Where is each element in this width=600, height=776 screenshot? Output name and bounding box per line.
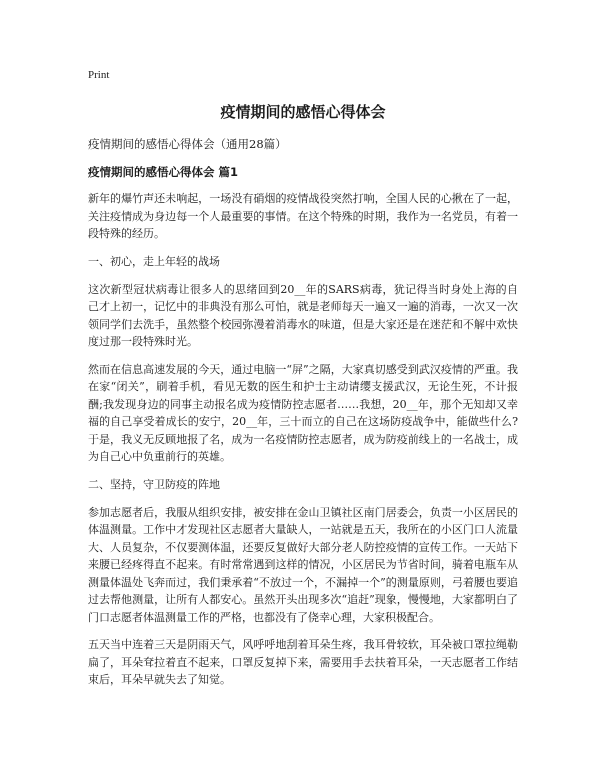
document-page [88, 68, 518, 699]
paragraph-rainy-days: 五天当中连着三天是阴雨天气，风呼呼地刮着耳朵生疼，我耳骨较软，耳朵被口罩拉绳勒扁了，耳朵耷拉着直不起来，口罩反复掉下来，需要用手去扶着耳朵，一天志愿者工作结束后，耳朵早就失去了知觉。 [88, 638, 518, 686]
paragraph-intro: 新年的爆竹声还未响起，一场没有硝烟的疫情战役突然打响，全国人民的心揪在了一起，关注疫情成为身边每一个人最重要的事情。在这个特殊的时期，我作为一名党员，有着一段特殊的经历。 [88, 192, 518, 240]
paragraph-temperature-duty: 参加志愿者后，我服从组织安排，被安排在金山卫镇社区南门居委会，负责一小区居民的体温测量。工作中才发现社区志愿者大量缺人，一站就是五天，我所在的小区门口人流量大、人员复杂，不仅要测体温，还要反复做好大部分老人防控疫情的宣传工作。一天站下来腰已经疼得直不起来。有时常常遇到这样的情况，小区居民为节省时间，骑着电瓶车从测量体温处飞奔而过，我们秉承着“不放过一个，不漏掉一个”的测量原则，弓着腰也要追过去帮他测量，让所有人都安心。虽然开头出现多次“追赶”现象，慢慢地，大家都明白了门口志愿者体温测量工作的严格，也都没有了侥幸心理，大家积极配合。 [88, 505, 518, 624]
page-title: 疫情期间的感悟心得体会 [220, 103, 386, 121]
paragraph-sars-memory: 这次新型冠状病毒让很多人的思绪回到20__年的SARS病毒，犹记得当时身处上海的自己才上初一，记忆中的非典没有那么可怕，就是老师每天一遍又一遍的消毒，一次又一次领同学们去洗手，虽然整个校园弥漫着消毒水的味道，但是大家还是在迷茫和不解中欢快度过那一段特殊时光。 [88, 282, 518, 348]
sub-heading-1: 一、初心，走上年轻的战场 [88, 254, 220, 268]
document-subtitle: 疫情期间的感悟心得体会（通用28篇） [88, 137, 287, 151]
print-link[interactable]: Print [88, 69, 110, 81]
sub-heading-2: 二、坚持，守卫防疫的阵地 [88, 477, 220, 491]
paragraph-volunteer-decision: 然而在信息高速发展的今天，通过电脑一“屏”之隔，大家真切感受到武汉疫情的严重。我在家“闭关”，刷着手机，看见无数的医生和护士主动请缨支援武汉，无论生死，不计报酬;我发现身边的同事主动报名成为疫情防控志愿者……我想，20__年，那个无知却又幸福的自己享受着成长的安宁，20__年，三十而立的自己在这场防疫战争中，能做些什么?于是，我义无反顾地报了名，成为一名疫情防控志愿者，成为防疫前线上的一名战士，成为自己心中负重前行的英雄。 [88, 362, 518, 463]
section-heading: 疫情期间的感悟心得体会 篇1 [88, 165, 239, 179]
